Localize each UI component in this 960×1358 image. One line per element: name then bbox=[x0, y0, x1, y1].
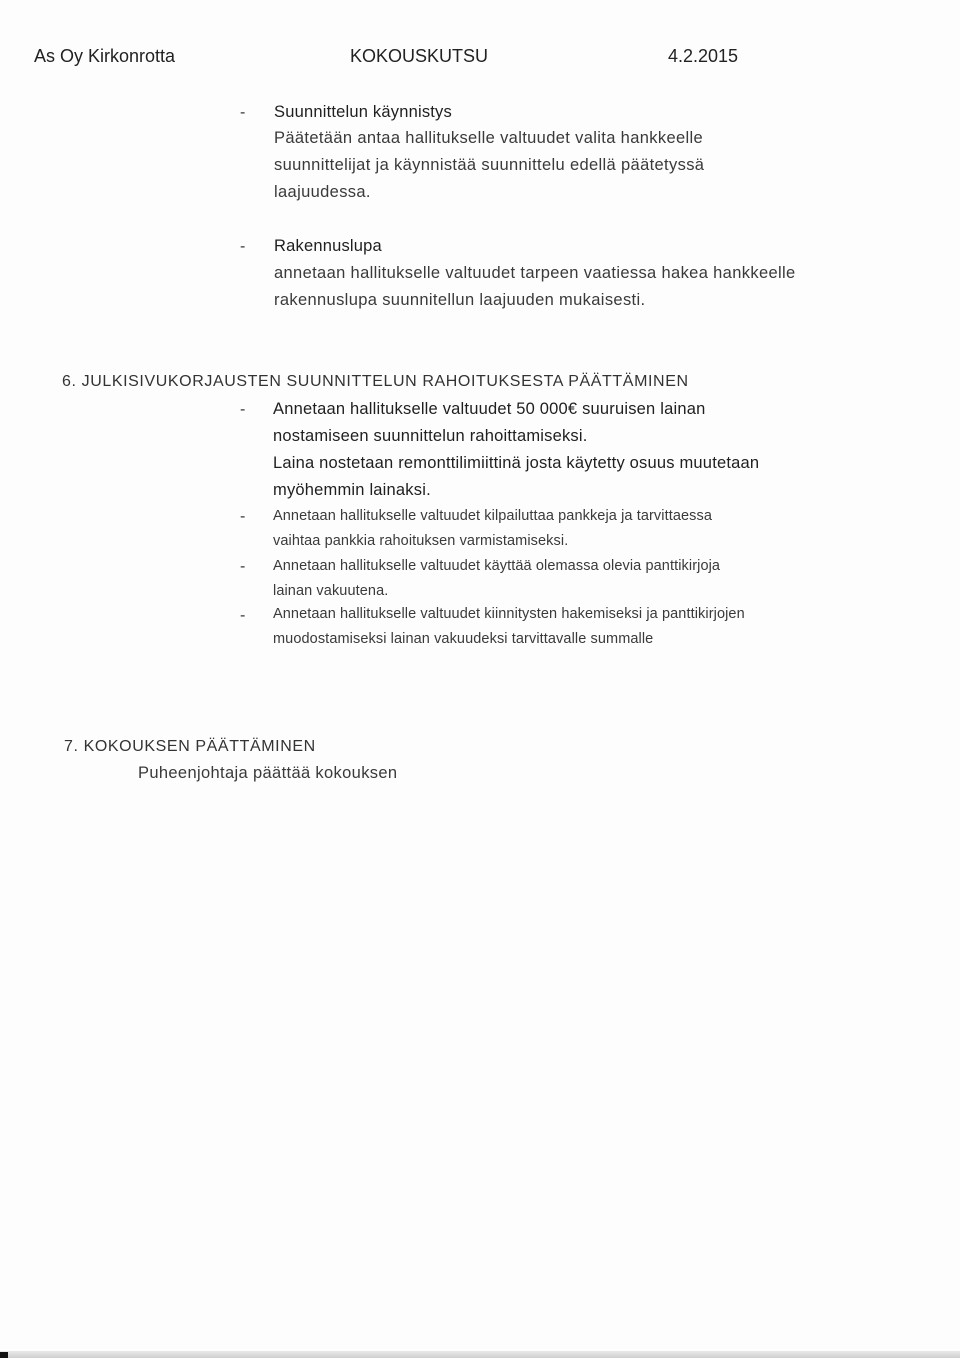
item-line: annetaan hallitukselle valtuudet tarpeen vaatiessa hakea hankkeelle bbox=[274, 264, 796, 282]
item-line: nostamiseen suunnittelun rahoittamiseksi. bbox=[273, 427, 588, 445]
list-dash: - bbox=[240, 238, 246, 255]
closing-text: Puheenjohtaja päättää kokouksen bbox=[138, 764, 398, 782]
document-title: KOKOUSKUTSU bbox=[350, 46, 489, 66]
list-dash: - bbox=[240, 558, 246, 575]
document-date: 4.2.2015 bbox=[668, 46, 739, 66]
item-line: laajuudessa. bbox=[274, 183, 371, 201]
item-line: muodostamiseksi lainan vakuudeksi tarvittavalle summalle bbox=[273, 631, 654, 647]
item-line: Laina nostetaan remonttilimiittinä josta käytetty osuus muutetaan bbox=[273, 454, 760, 472]
section-6-heading: 6. JULKISIVUKORJAUSTEN SUUNNITTELUN RAHOITUKSESTA PÄÄTTÄMINEN bbox=[62, 373, 689, 390]
item-title: Rakennuslupa bbox=[274, 237, 382, 255]
item-line: lainan vakuutena. bbox=[273, 583, 389, 599]
item-line: Annetaan hallitukselle valtuudet kilpailuttaa pankkeja ja tarvittaessa bbox=[273, 508, 713, 524]
item-line: Annetaan hallitukselle valtuudet käyttää olemassa olevia panttikirjoja bbox=[273, 558, 721, 574]
item-line: Päätetään antaa hallitukselle valtuudet valita hankkeelle bbox=[274, 129, 704, 147]
item-line: rakennuslupa suunnitellun laajuuden mukaisesti. bbox=[274, 291, 646, 309]
list-dash: - bbox=[240, 401, 246, 418]
item-title: Suunnittelun käynnistys bbox=[274, 103, 452, 121]
list-dash: - bbox=[240, 508, 246, 525]
section-7-heading: 7. KOKOUKSEN PÄÄTTÄMINEN bbox=[64, 738, 316, 755]
list-dash: - bbox=[240, 607, 246, 624]
item-line: Annetaan hallitukselle valtuudet kiinnitysten hakemiseksi ja panttikirjojen bbox=[273, 606, 745, 622]
item-line: vaihtaa pankkia rahoituksen varmistamiseksi. bbox=[273, 533, 569, 549]
organization-name: As Oy Kirkonrotta bbox=[34, 46, 176, 66]
item-line: myöhemmin lainaksi. bbox=[273, 481, 431, 499]
item-line: suunnittelijat ja käynnistää suunnittelu edellä päätetyssä bbox=[274, 156, 705, 174]
item-line: Annetaan hallitukselle valtuudet 50 000€ suuruisen lainan bbox=[273, 400, 706, 418]
scan-edge bbox=[0, 1351, 960, 1358]
list-dash: - bbox=[240, 104, 246, 121]
scan-mark bbox=[0, 1352, 8, 1358]
